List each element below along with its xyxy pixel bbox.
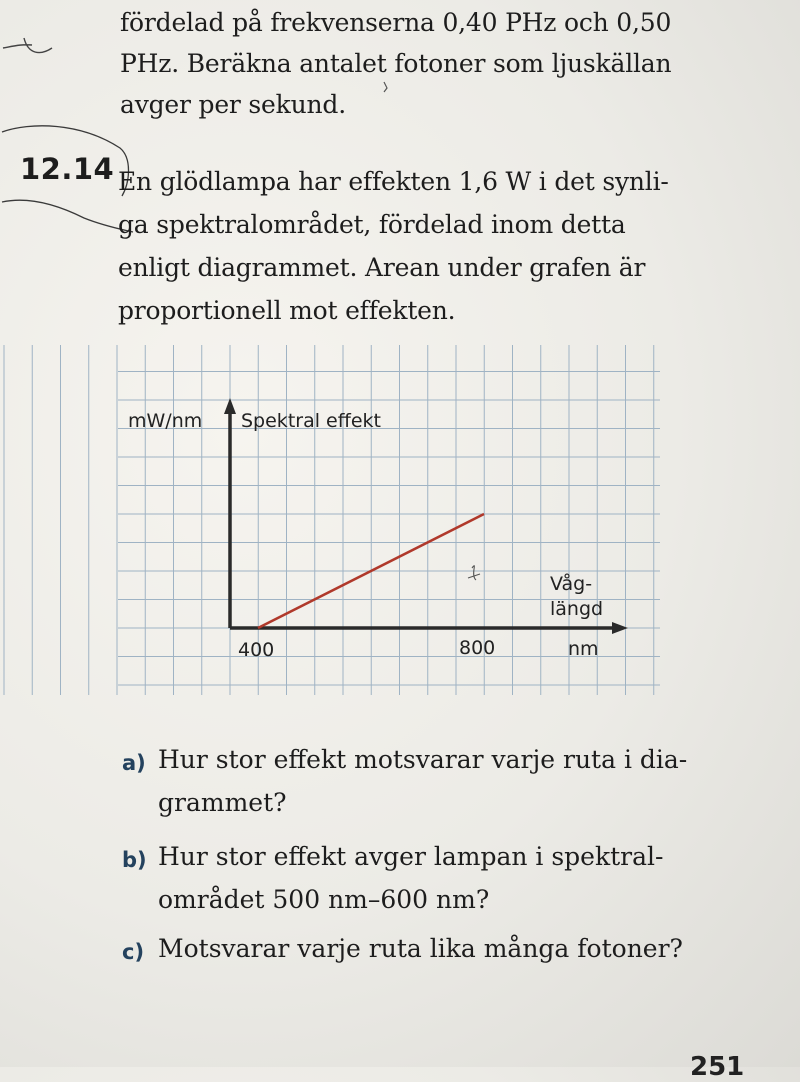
question-b-line-1: Hur stor effekt avger lampan i spektral-	[158, 842, 664, 871]
previous-line-2: PHz. Beräkna antalet fotoner som ljuskällan	[120, 49, 672, 78]
question-a-label: a)	[122, 751, 146, 775]
question-a	[122, 738, 687, 824]
x-unit-label: nm	[568, 638, 599, 660]
question-c-line-1: Motsvarar varje ruta lika många fotoner?	[158, 934, 683, 963]
question-a-line-2: grammet?	[158, 788, 287, 817]
question-b	[122, 835, 663, 921]
chart-grid	[4, 345, 660, 695]
y-unit-label: mW/nm	[128, 410, 203, 432]
question-b-line-2: området 500 nm–600 nm?	[158, 885, 490, 914]
pen-scribble-icon	[468, 566, 480, 580]
question-c-label: c)	[122, 940, 145, 964]
question-b-label: b)	[122, 848, 147, 872]
problem-line-4: proportionell mot effekten.	[118, 296, 456, 325]
previous-line-3: avger per sekund.	[120, 90, 346, 119]
chart-labels	[128, 410, 603, 661]
problem-number: 12.14	[20, 152, 115, 186]
question-c	[122, 927, 683, 970]
previous-line-1: fördelad på frekvenserna 0,40 PHz och 0,50	[120, 8, 672, 37]
problem-line-2: ga spektralområdet, fördelad inom detta	[118, 210, 626, 239]
problem-line-3: enligt diagrammet. Arean under grafen är	[118, 253, 646, 282]
x-tick-label-800: 800	[459, 637, 496, 659]
x-axis-label-line-2: längd	[550, 598, 604, 620]
page-number: 251	[690, 1052, 745, 1082]
x-tick-label-400: 400	[238, 639, 275, 661]
problem-line-1: En glödlampa har effekten 1,6 W i det synli-	[118, 167, 669, 196]
x-axis-label-line-1: Våg-	[550, 573, 593, 595]
y-axis-label: Spektral effekt	[241, 410, 381, 432]
question-a-line-1: Hur stor effekt motsvarar varje ruta i dia-	[158, 745, 688, 774]
